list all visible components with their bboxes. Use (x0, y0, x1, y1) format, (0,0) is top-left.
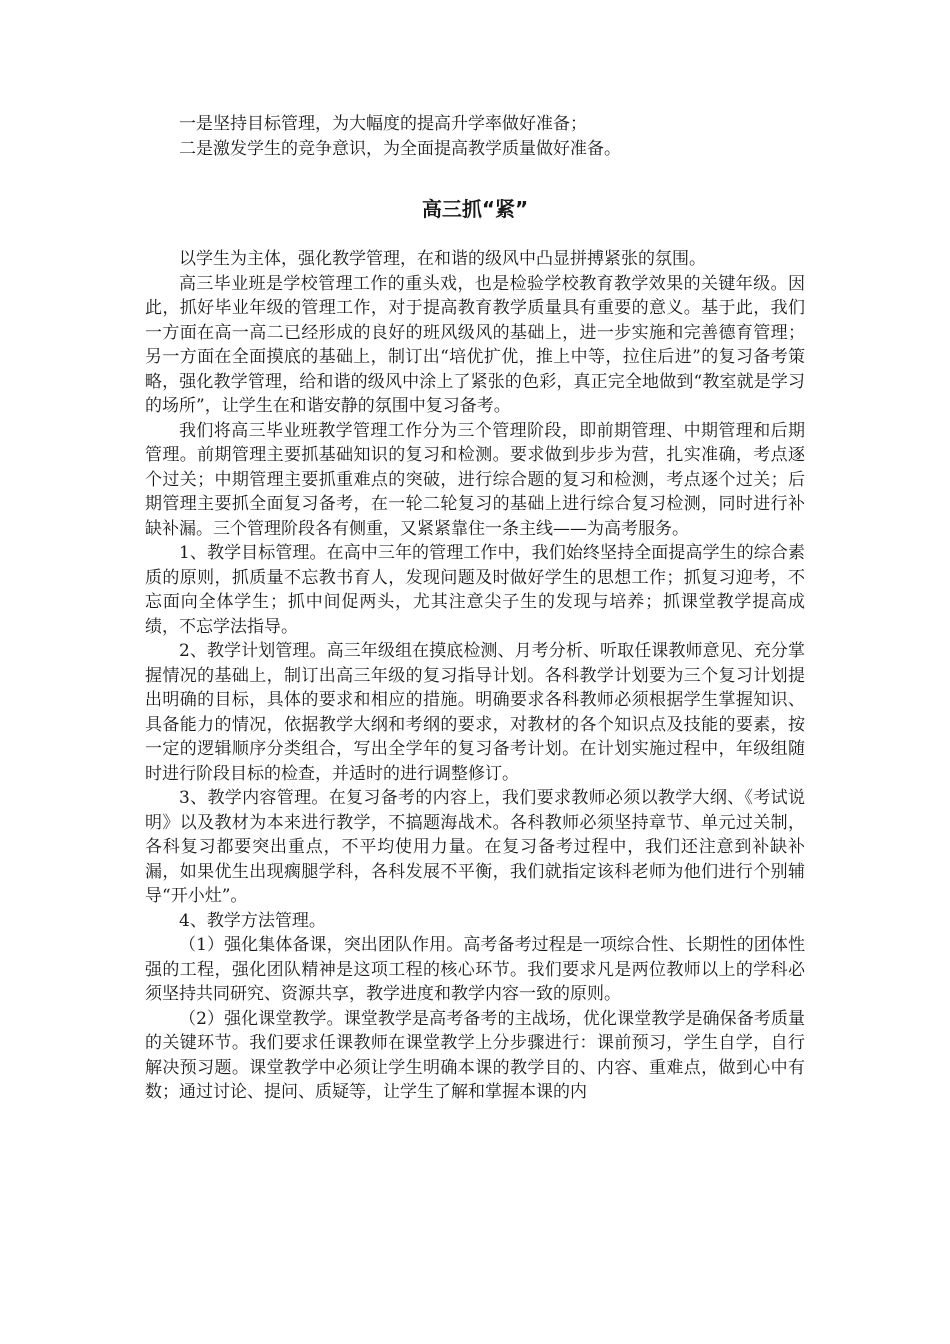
paragraph-4: 1、教学目标管理。在高中三年的管理工作中，我们始终坚持全面提高学生的综合素质的原则，抓质量不忘教书育人，发现问题及时做好学生的思想工作；抓复习迎考，不忘面向全体学生；抓中间促两头，尤其注意尖子生的发现与培养；抓课堂教学提高成绩，不忘学法指导。 (145, 543, 805, 637)
paragraph-9: （2）强化课堂教学。课堂教学是高考备考的主战场，优化课堂教学是确保备考质量的关键环节。我们要求任课教师在课堂教学上分步骤进行：课前预习，学生自学，自行解决预习题。课堂教学中必须让学生明确本课的教学目的、内容、重难点，做到心中有数；通过讨论、提问、质疑等，让学生了解和掌握本课的内 (145, 1008, 805, 1102)
document-page (145, 112, 805, 1105)
intro-line-1: 一是坚持目标管理，为大幅度的提高升学率做好准备； (179, 114, 587, 134)
paragraph-8: （1）强化集体备课，突出团队作用。高考备考过程是一项综合性、长期性的团体性强的工程，强化团队精神是这项工程的核心环节。我们要求凡是两位教师以上的学科必须坚持共同研究、资源共享，教学进度和教学内容一致的原则。 (145, 935, 805, 1004)
paragraph-7: 4、教学方法管理。 (179, 910, 326, 931)
paragraph-6: 3、教学内容管理。在复习备考的内容上，我们要求教师必须以教学大纲、《考试说明》以及教材为本来进行教学，不搞题海战术。各科教师必须坚持章节、单元过关制，各科复习都要突出重点，不平均使用力量。在复习备考过程中，我们还注意到补缺补漏，如果优生出现瘸腿学科，各科发展不平衡，我们就指定该科老师为他们进行个别辅导“开小灶”。 (145, 788, 805, 906)
paragraph-5: 2、教学计划管理。高三年级组在摸底检测、月考分析、听取任课教师意见、充分掌握情况的基础上，制订出高三年级的复习指导计划。各科教学计划要为三个复习计划提出明确的目标，具体的要求和相应的措施。明确要求各科教师必须根据学生掌握知识、具备能力的情况，依据教学大纲和考纲的要求，对教材的各个知识点及技能的要素，按一定的逻辑顺序分类组合，写出全学年的复习备考计划。在计划实施过程中，年级组随时进行阶段目标的检查，并适时的进行调整修订。 (145, 641, 805, 784)
paragraph-3: 我们将高三毕业班教学管理工作分为三个管理阶段，即前期管理、中期管理和后期管理。前期管理主要抓基础知识的复习和检测。要求做到步步为营，扎实准确，考点逐个过关；中期管理主要抓重难点的突破，进行综合题的复习和检测，考点逐个过关；后期管理主要抓全面复习备考，在一轮二轮复习的基础上进行综合复习检测，同时进行补缺补漏。三个管理阶段各有侧重，又紧紧靠住一条主线——为高考服务。 (145, 420, 805, 539)
section-title: 高三抓“紧” (421, 197, 529, 221)
intro-line-2: 二是激发学生的竞争意识，为全面提高教学质量做好准备。 (179, 138, 621, 159)
paragraph-2: 高三毕业班是学校管理工作的重头戏，也是检验学校教育教学效果的关键年级。因此，抓好毕业年级的管理工作，对于提高教育教学质量具有重要的意义。基于此，我们一方面在高一高二已经形成的良好的班风级风的基础上，进一步实施和完善德育管理；另一方面在全面摸底的基础上，制订出“培优扩优，推上中等，拉住后进”的复习备考策略，强化教学管理，给和谐的级风中涂上了紧张的色彩，真正完全地做到“教室就是学习的场所”，让学生在和谐安静的氛围中复习备考。 (145, 273, 805, 416)
paragraph-1: 以学生为主体，强化教学管理，在和谐的级风中凸显拼搏紧张的氛围。 (179, 249, 706, 269)
